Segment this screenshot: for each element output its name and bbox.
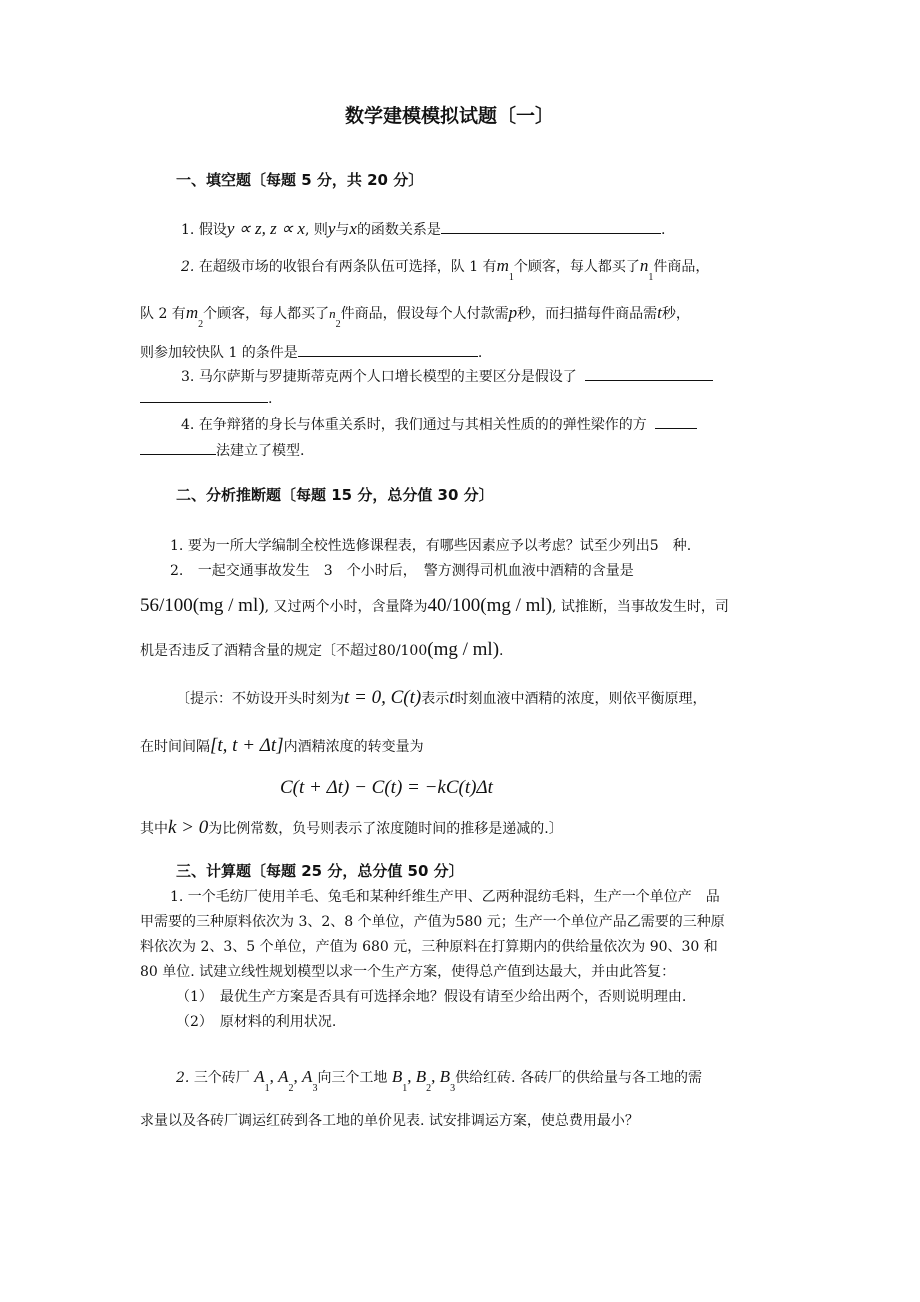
- q-text: 供给红砖. 各砖厂的供给量与各工地的需: [455, 1070, 702, 1086]
- section-heading-analysis: 二、分析推断题〔每题 15 分，总分值 30 分〕: [176, 486, 494, 504]
- s1-question-2-line2: [140, 302, 690, 330]
- hint-text: 在时间间隔: [140, 739, 210, 755]
- q-text: 要为一所大学编制全校性选修课程表，有哪些因素应予以考虑？试至少列出5 种.: [187, 538, 692, 554]
- subscript: 3: [312, 1083, 318, 1094]
- s1-question-2-line1: [181, 255, 710, 283]
- q-number: 2.: [176, 1070, 190, 1086]
- subscript: 1: [264, 1083, 270, 1094]
- answer-blank[interactable]: [585, 366, 713, 381]
- q-text: 秒，: [661, 306, 690, 322]
- s3-q1-line4: 80 单位. 试建立线性规划模型以求一个生产方案，使得总产值到达最大，并由此答复：: [140, 964, 676, 980]
- q-number: 2.: [181, 259, 195, 275]
- s3-q1-sub1: （1） 最优生产方案是否具有可选择余地？假设有请至少给出两个，否则说明理由.: [176, 989, 687, 1005]
- s1-question-2-line3: [140, 342, 482, 362]
- s3-q2-line1: 2. 三个砖厂 $A_1$, $A_2$, $A_3$向三个工地 $B_1$, $B_2$, $B_3$供给红砖. 各砖厂的供给量与各工地的需: [176, 1067, 702, 1094]
- q-text: 件商品，: [653, 259, 710, 275]
- s3-q1-line3: 料依次为 2、3、5 个单位，产值为 680 元，三种原料在打算期内的供给量依次为 90、30 和: [140, 939, 718, 955]
- var-t: t: [449, 687, 455, 708]
- q-text: 队 2 有: [140, 306, 186, 322]
- q-text: , 试推断，当事故发生时，司: [552, 599, 729, 615]
- section-heading-fill-blank: 一、填空题〔每题 5 分，共 20 分〕: [176, 171, 424, 189]
- hint-text: 时刻血液中酒精的浓度，则依平衡原理，: [454, 691, 707, 707]
- subscript: 1: [508, 272, 514, 283]
- unit: (mg / ml): [427, 639, 500, 660]
- q-text: 在超级市场的收银台有两条队伍可选择，队 1 有: [198, 259, 497, 275]
- section-heading-calc: 三、计算题〔每题 25 分，总分值 50 分〕: [176, 862, 464, 880]
- s3-q1-line1: 1. 一个毛纺厂使用羊毛、兔毛和某种纤维生产甲、乙两种混纺毛料，生产一个单位产 品: [170, 889, 720, 905]
- var-p: p: [508, 303, 518, 322]
- var-y: y: [327, 219, 336, 238]
- formula: t = 0, C(t): [344, 687, 422, 708]
- q-number: 1.: [170, 538, 184, 554]
- s1-question-4: [181, 414, 697, 434]
- subscript: 1: [648, 272, 654, 283]
- answer-blank[interactable]: [298, 342, 478, 357]
- value-40: 40/100(mg / ml): [427, 595, 553, 616]
- var-x: x: [349, 219, 357, 238]
- q-text: 秒，而扫描每件商品需: [517, 306, 658, 322]
- var-n: n: [639, 256, 649, 275]
- q-text: 件商品，假设每个人付款需: [340, 306, 509, 322]
- period: .: [499, 643, 504, 659]
- var-m: m: [185, 303, 199, 322]
- hint-line1: [176, 686, 707, 711]
- value-56: 56/100(mg / ml): [140, 595, 265, 616]
- q-text: 一起交通事故发生 3 个小时后， 警方测得司机血液中酒精的含量是: [197, 563, 634, 579]
- var-a: A: [302, 1067, 313, 1086]
- subscript: 2: [198, 319, 204, 330]
- hint-text: 为比例常数，负号则表示了浓度随时间的推移是递减的.〕: [208, 821, 563, 837]
- q-text: 机是否违反了酒精含量的规定〔不超过80/100: [140, 643, 428, 659]
- hint-line2: [140, 734, 424, 759]
- period: .: [660, 222, 666, 238]
- q-number: 4.: [181, 417, 195, 433]
- q-text: 马尔萨斯与罗捷斯蒂克两个人口增长模型的主要区分是假设了: [198, 369, 577, 385]
- q-text: , 则: [304, 222, 328, 238]
- formula: k > 0: [168, 817, 209, 838]
- hint-text: 其中: [140, 821, 168, 837]
- answer-blank[interactable]: [140, 440, 216, 455]
- period: .: [268, 391, 273, 407]
- q-text: 与: [335, 222, 350, 238]
- q-number: 1.: [181, 222, 195, 238]
- q-text: 则参加较快队 1 的条件是: [140, 345, 298, 361]
- var-b: B: [439, 1067, 451, 1086]
- q-number: 3.: [181, 369, 195, 385]
- hint-text: 内酒精浓度的转变量为: [283, 739, 424, 755]
- s2-question-2-line1: [170, 562, 634, 580]
- hint-text: 表示: [421, 691, 450, 707]
- q-text: 法建立了模型.: [216, 443, 305, 459]
- q-text: 向三个工地: [317, 1070, 388, 1086]
- hint-text: 〔提示：不妨设开头时刻为: [176, 691, 344, 707]
- interval: [t, t + Δt]: [210, 735, 284, 756]
- var-b: B: [391, 1067, 403, 1086]
- q-text: 个顾客，每人都买了: [203, 306, 330, 322]
- s1-question-3-cont: [140, 388, 272, 408]
- q-number: 2.: [170, 563, 184, 579]
- s1-question-4-cont: [140, 440, 304, 460]
- answer-blank[interactable]: [140, 388, 268, 403]
- period: .: [477, 345, 483, 361]
- s3-q1-sub2: （2） 原材料的利用状况.: [176, 1014, 337, 1030]
- s2-question-2-line3: [140, 638, 504, 663]
- subscript: 2: [335, 319, 341, 330]
- var-b: B: [415, 1067, 427, 1086]
- q-text: , 又过两个小时，含量降为: [264, 599, 428, 615]
- s2-question-2-line2: [140, 594, 729, 619]
- s1-question-3: [181, 366, 713, 386]
- page-title: 数学建模模拟试题〔一〕: [345, 105, 555, 127]
- subscript: 3: [450, 1083, 456, 1094]
- s3-q2-line2: 求量以及各砖厂调运红砖到各工地的单价见表. 试安排调运方案，使总费用最小？: [140, 1113, 639, 1129]
- q-text: 三个砖厂: [193, 1070, 250, 1086]
- q-text: 在争辩猪的身长与体重关系时，我们通过与其相关性质的的弹性梁作的方: [198, 417, 647, 433]
- s1-question-1: [181, 218, 665, 240]
- q-text: 的函数关系是: [356, 222, 441, 238]
- hint-line3: [140, 816, 563, 841]
- equation: C(t + Δt) − C(t) = −kC(t)Δt: [280, 777, 493, 798]
- var-t: t: [657, 303, 662, 322]
- q-text: 个顾客，每人都买了: [513, 259, 640, 275]
- var-n: n: [329, 306, 336, 321]
- var-a: A: [254, 1067, 265, 1086]
- var-m: m: [496, 256, 509, 275]
- subscript: 2: [288, 1083, 294, 1094]
- subscript: 1: [402, 1083, 408, 1094]
- subscript: 2: [426, 1083, 432, 1094]
- s2-question-1: [170, 537, 691, 555]
- q-text: 假设: [198, 222, 227, 238]
- answer-blank[interactable]: [441, 219, 661, 234]
- var-a: A: [278, 1067, 289, 1086]
- formula: y ∝ z, z ∝ x: [226, 219, 305, 238]
- answer-blank[interactable]: [655, 414, 697, 429]
- s3-q1-line2: 甲需要的三种原料依次为 3、2、8 个单位，产值为580 元；生产一个单位产品乙需要的三种原: [140, 914, 725, 930]
